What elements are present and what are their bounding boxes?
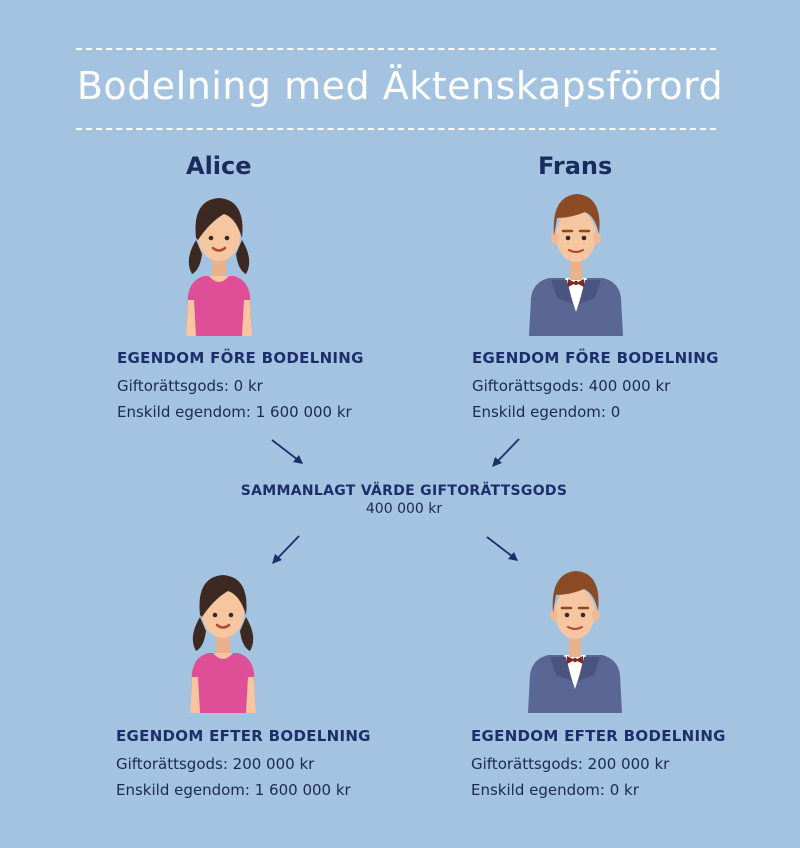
frans-before-enskild: Enskild egendom: 0 bbox=[472, 403, 621, 421]
woman-avatar-icon bbox=[176, 188, 262, 336]
arrow-icon bbox=[268, 533, 304, 567]
top-dashed-line bbox=[76, 48, 716, 50]
alice-after-block bbox=[116, 727, 371, 803]
alice-before-block bbox=[117, 349, 364, 425]
alice-before-enskild: Enskild egendom: 1 600 000 kr bbox=[117, 403, 352, 421]
frans-before-block bbox=[472, 349, 719, 425]
woman-avatar-icon bbox=[180, 565, 266, 713]
alice-after-heading: EGENDOM EFTER BODELNING bbox=[116, 727, 371, 745]
frans-after-giftoratt: Giftorättsgods: 200 000 kr bbox=[471, 755, 670, 773]
page-title: Bodelning med Äktenskapsförord bbox=[76, 64, 724, 108]
frans-after-block bbox=[471, 727, 726, 803]
total-heading: SAMMANLAGT VÄRDE GIFTORÄTTSGODS bbox=[240, 483, 568, 499]
arrow-icon bbox=[488, 436, 524, 470]
man-avatar-icon bbox=[526, 565, 624, 713]
alice-before-heading: EGENDOM FÖRE BODELNING bbox=[117, 349, 364, 367]
frans-after-heading: EGENDOM EFTER BODELNING bbox=[471, 727, 726, 745]
arrow-icon bbox=[483, 533, 523, 565]
total-block bbox=[0, 483, 800, 517]
alice-before-giftoratt: Giftorättsgods: 0 kr bbox=[117, 377, 263, 395]
bottom-dashed-line bbox=[76, 128, 716, 130]
person-name-alice: Alice bbox=[186, 152, 252, 180]
frans-before-heading: EGENDOM FÖRE BODELNING bbox=[472, 349, 719, 367]
person-name-frans: Frans bbox=[538, 152, 613, 180]
frans-before-giftoratt: Giftorättsgods: 400 000 kr bbox=[472, 377, 671, 395]
total-value: 400 000 kr bbox=[365, 501, 443, 517]
man-avatar-icon bbox=[527, 188, 625, 336]
alice-after-giftoratt: Giftorättsgods: 200 000 kr bbox=[116, 755, 315, 773]
alice-after-enskild: Enskild egendom: 1 600 000 kr bbox=[116, 781, 351, 799]
arrow-icon bbox=[268, 436, 308, 468]
frans-after-enskild: Enskild egendom: 0 kr bbox=[471, 781, 639, 799]
